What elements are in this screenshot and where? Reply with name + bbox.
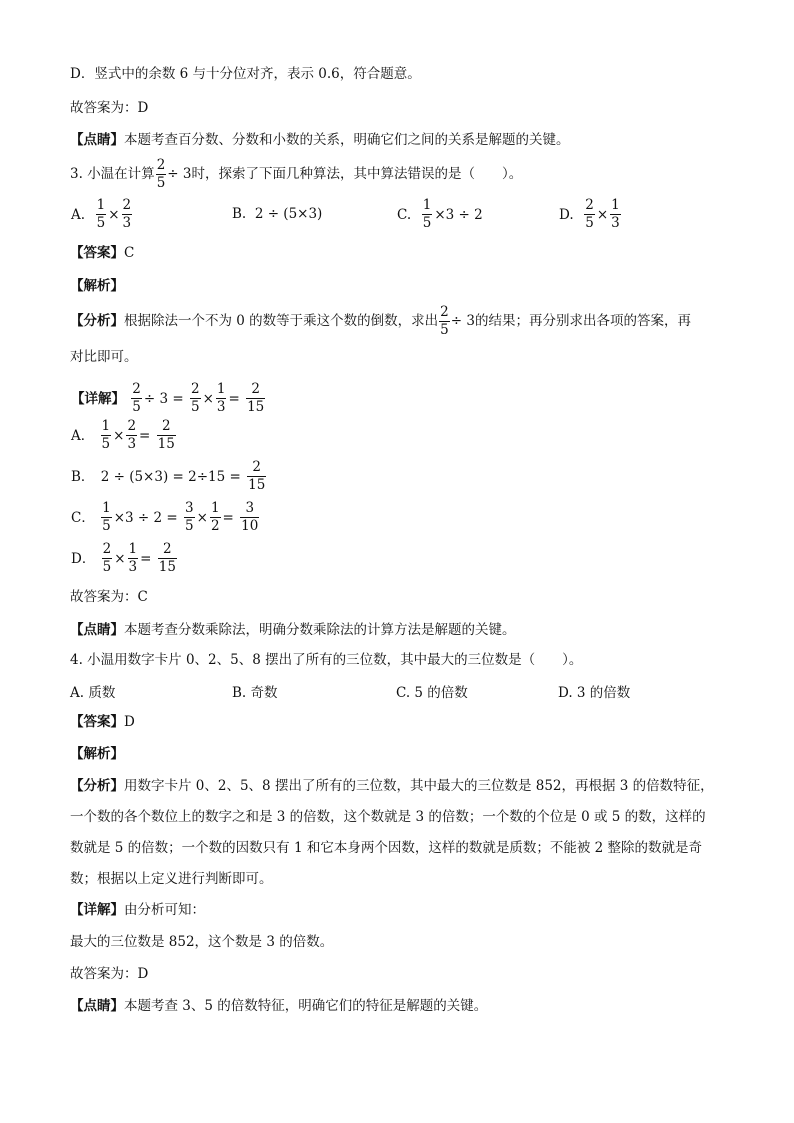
q4-fenxi-3: 数就是 5 的倍数；一个数的因数只有 1 和它本身两个因数，这样的数就是质数；不能被 2 整除的数就是奇 xyxy=(70,840,703,856)
q4-analysis: 【解析】 xyxy=(70,746,124,762)
q3-text: 小温在计算 xyxy=(87,166,155,182)
q3-final: 故答案为：C xyxy=(70,589,148,605)
q4-fenxi-1: 【分析】用数字卡片 0、2、5、8 摆出了所有的三位数，其中最大的三位数是 852，再根据 3 的倍数特征， xyxy=(70,778,714,794)
prev-review xyxy=(70,130,570,150)
q3-line-c: C． $\frac{1}{5}$ ×3 ÷ 2 = $\frac{3}{5}$ × $\frac{1}{2}$ = $\frac{3}{10}$ xyxy=(71,500,259,534)
q3-detail: 【详解】 $\frac{2}{5}$ ÷ 3 = $\frac{2}{5}$ × $\frac{1}{3}$ = $\frac{2}{15}$ xyxy=(71,381,265,415)
q3-review: 【点睛】本题考查分数乘除法，明确分数乘除法的计算方法是解题的关键。 xyxy=(70,622,516,638)
q3-line-b: B． 2 ÷ (5×3) = 2÷15 = $\frac{2}{15}$ xyxy=(71,459,266,493)
q4-option-d: D. 3 的倍数 xyxy=(558,685,631,701)
q3-line-a: A． $\frac{1}{5}$ × $\frac{2}{3}$ = $\frac{2}{15}$ xyxy=(71,418,175,452)
option-c: C. $\frac{1}{5}$ ×3 ÷ 2 xyxy=(397,197,483,231)
q4-answer: 【答案】D xyxy=(70,714,135,730)
q3-fenxi-2: 对比即可。 xyxy=(70,349,138,365)
review-text: 本题考查百分数、分数和小数的关系，明确它们之间的关系是解题的关键。 xyxy=(124,132,570,148)
q4-fenxi-4: 数；根据以上定义进行判断即可。 xyxy=(70,871,273,887)
q4-stem: 4. 小温用数字卡片 0、2、5、8 摆出了所有的三位数，其中最大的三位数是（ ）。 xyxy=(70,652,583,668)
q3-line-d: D． $\frac{2}{5}$ × $\frac{1}{3}$ = $\frac{2}{15}$ xyxy=(71,541,176,575)
q4-final: 故答案为：D xyxy=(70,966,149,982)
q3-analysis: 【解析】 xyxy=(70,278,124,294)
q4-option-b: B. 奇数 xyxy=(232,685,278,701)
q3-text-tail: ÷ 3时，探索了下面几种算法，其中算法错误的是（ ）。 xyxy=(167,166,523,182)
q4-option-c: C. 5 的倍数 xyxy=(396,685,468,701)
q3-number: 3. xyxy=(70,166,83,182)
fraction: $\frac{2}{5}$ xyxy=(156,157,166,191)
q3-answer: 【答案】C xyxy=(70,245,135,261)
option-b: B. 2 ÷ (5×3) xyxy=(232,206,323,222)
q4-fenxi-2: 一个数的各个数位上的数字之和是 3 的倍数，这个数就是 3 的倍数；一个数的个位是 0 或 5 的数，这样的 xyxy=(70,809,706,825)
option-a: A. $\frac{1}{5}$ × $\frac{2}{3}$ xyxy=(71,197,132,231)
q4-detail-2: 最大的三位数是 852，这个数是 3 的倍数。 xyxy=(70,934,334,950)
review-tag: 【点睛】 xyxy=(70,132,124,148)
d-explanation: D．竖式中的余数 6 与十分位对齐，表示 0.6，符合题意。 xyxy=(70,66,421,82)
option-d: D. $\frac{2}{5}$ × $\frac{1}{3}$ xyxy=(559,197,620,231)
q4-option-a: A. 质数 xyxy=(70,685,116,701)
prev-answer: 故答案为：D xyxy=(70,100,149,116)
q3-stem xyxy=(70,156,522,192)
q4-review: 【点睛】本题考查 3、5 的倍数特征，明确它们的特征是解题的关键。 xyxy=(70,998,488,1014)
q3-fenxi: 【分析】根据除法一个不为 0 的数等于乘这个数的倒数，求出 $\frac{2}{5}$ ÷ 3的结果；再分别求出各项的答案，再 xyxy=(70,304,691,338)
q4-detail: 【详解】由分析可知： xyxy=(70,902,205,918)
